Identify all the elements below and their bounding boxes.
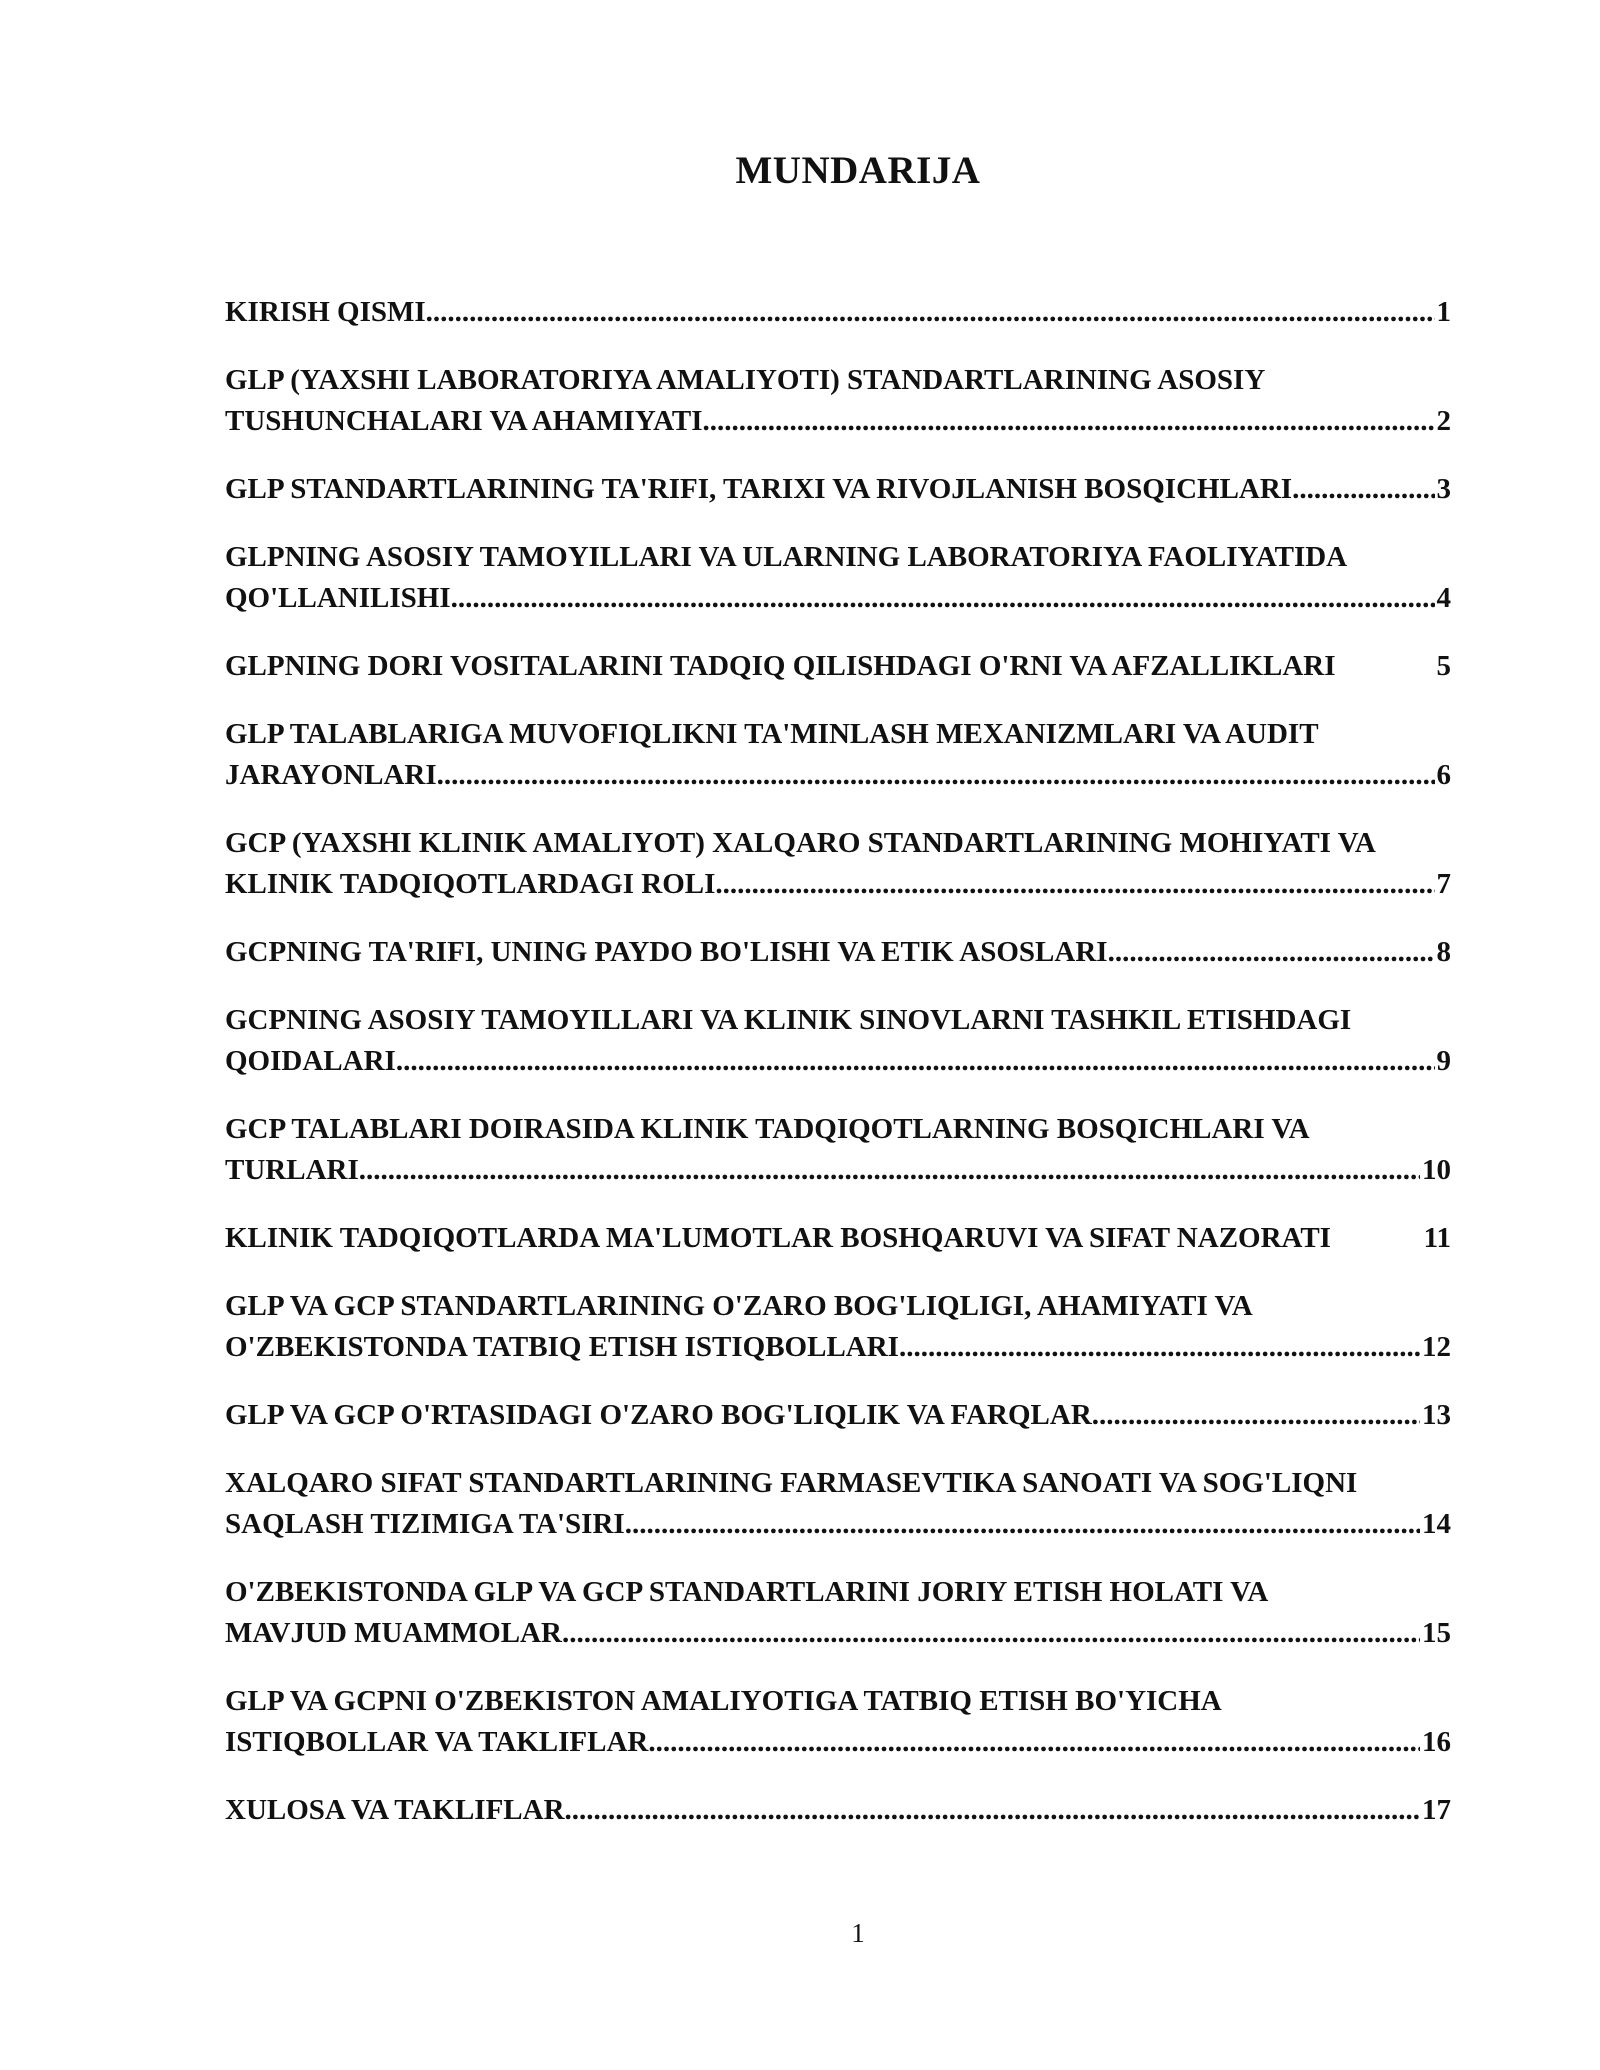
toc-entry-title: MAVJUD MUAMMOLAR [225, 1617, 562, 1649]
toc-entry-title: KLINIK TADQIQOTLARDAGI ROLI [225, 868, 716, 900]
toc-entry-title: QO'LLANILISHI [225, 582, 451, 614]
toc-entry[interactable] [225, 646, 1455, 687]
toc-entry-title: KLINIK TADQIQOTLARDA MA'LUMOTLAR BOSHQARUVI VA SIFAT NAZORATI [225, 1222, 1331, 1254]
toc-entry[interactable] [225, 1218, 1455, 1259]
toc-entry[interactable] [225, 1286, 1455, 1368]
toc-entry[interactable] [225, 714, 1455, 796]
toc-entry-page-number: 11 [1423, 1222, 1451, 1254]
toc-entry-title: QOIDALARI [225, 1045, 396, 1077]
toc-leader-dots [648, 1722, 1420, 1763]
toc-entry-page-number: 10 [1422, 1154, 1451, 1186]
toc-leader-dots [625, 1504, 1420, 1545]
toc-entry-page-number: 4 [1436, 582, 1451, 614]
toc-entry-title: GLP VA GCP O'RTASIDAGI O'ZARO BOG'LIQLIK VA FARQLAR [225, 1399, 1092, 1431]
toc-entry-page-number: 3 [1436, 473, 1451, 505]
toc-entry[interactable] [225, 823, 1455, 905]
toc-entry-page-number: 13 [1422, 1399, 1451, 1431]
toc-entry-title-line1: O'ZBEKISTONDA GLP VA GCP STANDARTLARINI JORIY ETISH HOLATI VA [225, 1576, 1269, 1608]
toc-leader-dots [1292, 469, 1434, 510]
toc-leader-dots [437, 755, 1435, 796]
toc-entry-page-number: 12 [1422, 1331, 1451, 1363]
toc-leader-dots [359, 1150, 1420, 1191]
toc-entry[interactable] [225, 1109, 1455, 1191]
toc-entry-page-number: 8 [1436, 936, 1451, 968]
toc-entry[interactable] [225, 1463, 1455, 1545]
toc-entry-page-number: 15 [1422, 1617, 1451, 1649]
toc-entry-title: ISTIQBOLLAR VA TAKLIFLAR [225, 1726, 649, 1758]
toc-entry-title: GCPNING TA'RIFI, UNING PAYDO BO'LISHI VA ETIK ASOSLARI [225, 936, 1108, 968]
toc-entry-title: GLPNING DORI VOSITALARINI TADQIQ QILISHDAGI O'RNI VA AFZALLIKLARI [225, 650, 1336, 682]
toc-entry[interactable] [225, 1395, 1455, 1436]
toc-entry-page-number: 16 [1422, 1726, 1451, 1758]
toc-entry-title: O'ZBEKISTONDA TATBIQ ETISH ISTIQBOLLARI [225, 1331, 899, 1363]
toc-entry-title: GLP STANDARTLARINING TA'RIFI, TARIXI VA RIVOJLANISH BOSQICHLARI [225, 473, 1293, 505]
toc-entry-page-number: 1 [1436, 296, 1451, 328]
toc-leader-dots [703, 401, 1435, 442]
toc-entry-title: TURLARI [225, 1154, 359, 1186]
toc-leader-dots [451, 578, 1435, 619]
toc-entry[interactable] [225, 360, 1455, 442]
toc-entry-page-number: 5 [1436, 650, 1451, 682]
toc-leader-dots [562, 1613, 1420, 1654]
toc-entry-title: JARAYONLARI [225, 759, 437, 791]
toc-leader-dots [396, 1041, 1435, 1082]
toc-leader-dots [715, 864, 1434, 905]
toc-entry-title: XULOSA VA TAKLIFLAR [225, 1794, 565, 1826]
toc-entry-title-line1: GCPNING ASOSIY TAMOYILLARI VA KLINIK SINOVLARNI TASHKIL ETISHDAGI [225, 1004, 1352, 1036]
toc-entry-page-number: 9 [1436, 1045, 1451, 1077]
toc-entry-title: SAQLASH TIZIMIGA TA'SIRI [225, 1508, 625, 1540]
toc-entry-page-number: 6 [1436, 759, 1451, 791]
toc-entry-page-number: 7 [1436, 868, 1451, 900]
toc-entry-title-line1: GCP (YAXSHI KLINIK AMALIYOT) XALQARO STANDARTLARINING MOHIYATI VA [225, 827, 1376, 859]
toc-entry[interactable] [225, 469, 1455, 510]
page-title: MUNDARIJA [735, 149, 981, 192]
toc-entry-title-line1: GCP TALABLARI DOIRASIDA KLINIK TADQIQOTLARNING BOSQICHLARI VA [225, 1113, 1310, 1145]
toc-entry-title-line1: XALQARO SIFAT STANDARTLARINING FARMASEVTIKA SANOATI VA SOG'LIQNI [225, 1467, 1358, 1499]
toc-entry-title-line1: GLP VA GCP STANDARTLARINING O'ZARO BOG'LIQLIGI, AHAMIYATI VA [225, 1290, 1253, 1322]
toc-leader-dots [899, 1327, 1420, 1368]
page-number: 1 [851, 1918, 865, 1948]
toc-entry-title-line1: GLP TALABLARIGA MUVOFIQLIKNI TA'MINLASH MEXANIZMLARI VA AUDIT [225, 718, 1319, 750]
toc-leader-dots [1108, 932, 1435, 973]
toc-entry-title: KIRISH QISMI [225, 296, 426, 328]
toc-leader-dots [565, 1790, 1420, 1831]
toc-entry[interactable] [225, 932, 1455, 973]
toc-entry[interactable] [225, 1000, 1455, 1082]
toc-entry-page-number: 2 [1436, 405, 1451, 437]
toc-entry-title: TUSHUNCHALARI VA AHAMIYATI [225, 405, 703, 437]
toc-entry-page-number: 14 [1422, 1508, 1451, 1540]
toc-entry[interactable] [225, 1572, 1455, 1654]
toc-entry-title-line1: GLPNING ASOSIY TAMOYILLARI VA ULARNING LABORATORIYA FAOLIYATIDA [225, 541, 1348, 573]
toc-entry[interactable] [225, 1790, 1455, 1831]
toc-entry[interactable] [225, 1681, 1455, 1763]
toc-entry[interactable] [225, 292, 1455, 333]
toc-entry-page-number: 17 [1422, 1794, 1451, 1826]
toc-entry-title-line1: GLP VA GCPNI O'ZBEKISTON AMALIYOTIGA TATBIQ ETISH BO'YICHA [225, 1685, 1222, 1717]
toc-leader-dots [1092, 1395, 1420, 1436]
table-of-contents [225, 292, 1455, 1858]
toc-leader-dots [426, 292, 1435, 333]
toc-entry-title-line1: GLP (YAXSHI LABORATORIYA AMALIYOTI) STANDARTLARINING ASOSIY [225, 364, 1266, 396]
toc-entry[interactable] [225, 537, 1455, 619]
